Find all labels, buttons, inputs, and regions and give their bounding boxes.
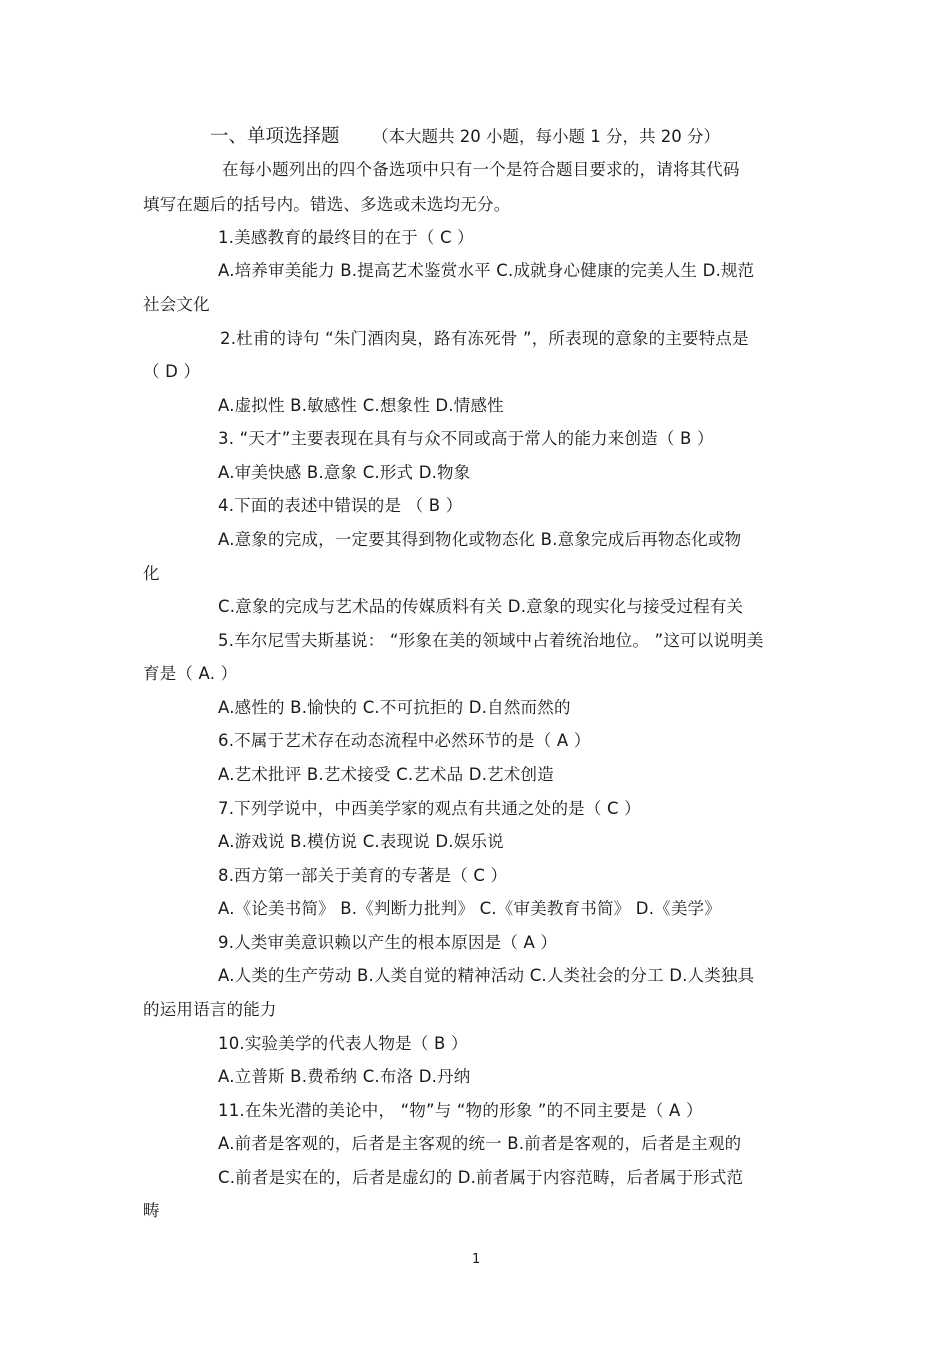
question-4-options-1: A.意象的完成，一定要其得到物化或物态化 B.意象完成后再物态化或物 [218, 530, 742, 549]
question-5: 5.车尔尼雪夫斯基说： “形象在美的领域中占着统治地位。 ”这可以说明美 [218, 631, 764, 650]
question-8: 8.西方第一部关于美育的专著是（ C ） [218, 866, 508, 885]
question-5-cont: 育是（ A. ） [143, 664, 238, 683]
question-10: 10.实验美学的代表人物是（ B ） [218, 1034, 468, 1053]
question-6-options: A.艺术批评 B.艺术接受 C.艺术品 D.艺术创造 [218, 765, 554, 784]
question-11: 11.在朱光潜的美论中， “物”与 “物的形象 ”的不同主要是（ A ） [218, 1101, 703, 1120]
question-10-options: A.立普斯 B.费希纳 C.布洛 D.丹纳 [218, 1067, 471, 1086]
question-4-options-1-cont: 化 [143, 564, 160, 583]
page-number: 1 [472, 1252, 481, 1267]
instruction-line-2: 填写在题后的括号内。错选、多选或未选均无分。 [143, 195, 511, 214]
question-2-options: A.虚拟性 B.敏感性 C.想象性 D.情感性 [218, 396, 504, 415]
question-2-cont: （ D ） [143, 362, 201, 381]
question-2: 2.杜甫的诗句 “朱门酒肉臭，路有冻死骨 ”，所表现的意象的主要特点是 [220, 329, 749, 348]
question-8-options: A.《论美书简》 B.《判断力批判》 C.《审美教育书简》 D.《美学》 [218, 899, 721, 918]
question-11-options-1: A.前者是客观的，后者是主客观的统一 B.前者是客观的，后者是主观的 [218, 1134, 742, 1153]
question-9: 9.人类审美意识赖以产生的根本原因是（ A ） [218, 933, 558, 952]
question-7-options: A.游戏说 B.模仿说 C.表现说 D.娱乐说 [218, 832, 504, 851]
question-11-options-2: C.前者是实在的，后者是虚幻的 D.前者属于内容范畴，后者属于形式范 [218, 1168, 744, 1187]
question-4: 4.下面的表述中错误的是 （ B ） [218, 496, 463, 515]
question-1: 1.美感教育的最终目的在于（ C ） [218, 228, 474, 247]
question-7: 7.下列学说中，中西美学家的观点有共通之处的是（ C ） [218, 799, 641, 818]
question-9-options: A.人类的生产劳动 B.人类自觉的精神活动 C.人类社会的分工 D.人类独具 [218, 966, 755, 985]
instruction-line-1: 在每小题列出的四个备选项中只有一个是符合题目要求的，请将其代码 [222, 160, 740, 179]
question-5-options: A.感性的 B.愉快的 C.不可抗拒的 D.自然而然的 [218, 698, 571, 717]
section-subtitle: （本大题共 20 小题，每小题 1 分，共 20 分） [372, 127, 720, 146]
question-11-options-2-cont: 畴 [143, 1201, 160, 1220]
question-6: 6.不属于艺术存在动态流程中必然环节的是（ A ） [218, 731, 591, 750]
question-3-options: A.审美快感 B.意象 C.形式 D.物象 [218, 463, 471, 482]
question-3: 3. “天才”主要表现在具有与众不同或高于常人的能力来创造（ B ） [218, 429, 714, 448]
question-1-options-cont: 社会文化 [143, 295, 210, 314]
section-title: 一、单项选择题 [210, 126, 340, 147]
question-9-options-cont: 的运用语言的能力 [143, 1000, 277, 1019]
question-1-options: A.培养审美能力 B.提高艺术鉴赏水平 C.成就身心健康的完美人生 D.规范 [218, 261, 755, 280]
question-4-options-2: C.意象的完成与艺术品的传媒质料有关 D.意象的现实化与接受过程有关 [218, 597, 744, 616]
